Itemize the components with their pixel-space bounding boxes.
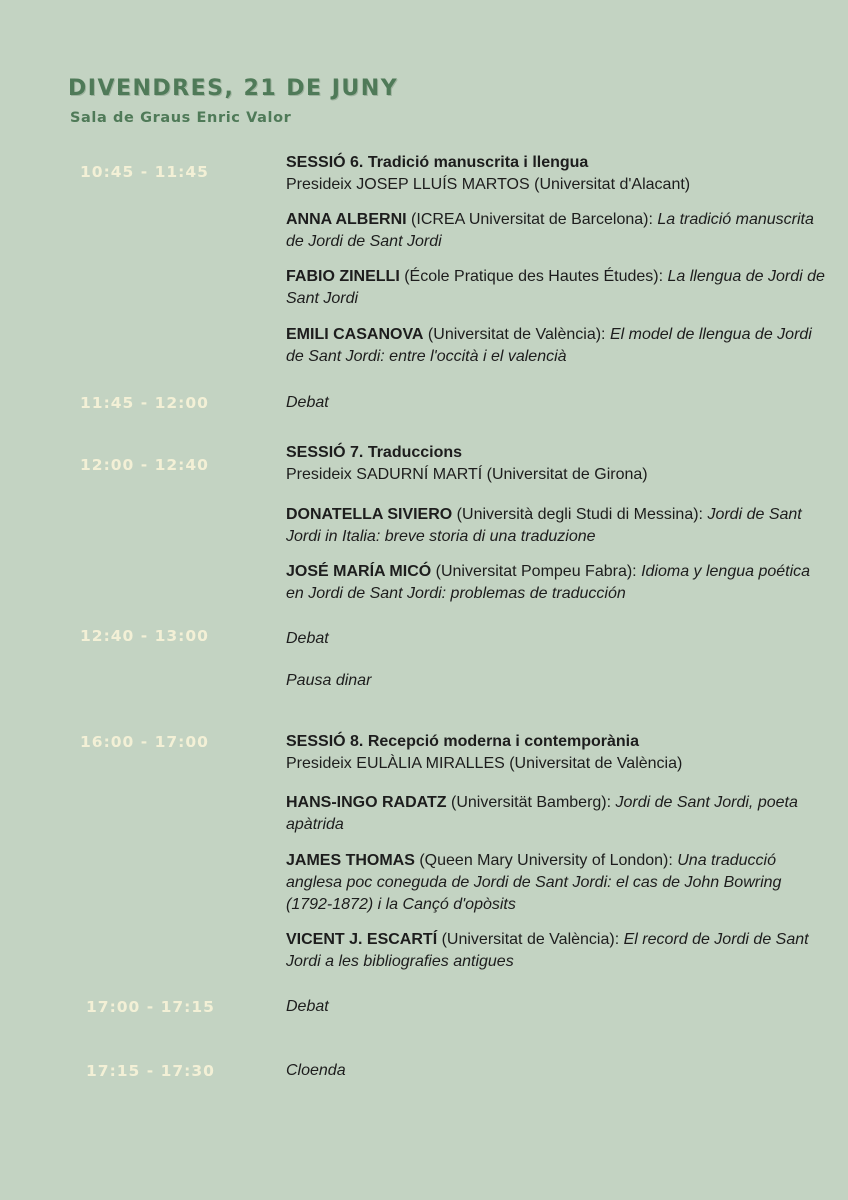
talk-affiliation: (Universitat Pompeu Fabra): [431, 563, 642, 580]
session-heading [286, 731, 826, 775]
time-slot: 17:15 - 17:30 [86, 1062, 215, 1080]
time-slot: 10:45 - 11:45 [80, 163, 209, 181]
talk-title: El model de llengua de Jordi de Sant Jordi: entre l'occità i el valencià [286, 326, 812, 365]
time-slot: 12:40 - 13:00 [80, 627, 209, 645]
talk-affiliation: (Queen Mary University of London): [414, 852, 678, 869]
session-title: SESSIÓ 6. Tradició manuscrita i llengua [286, 154, 589, 171]
talk-title: Idioma y lengua poética en Jordi de Sant Jordi: problemas de traducción [286, 563, 811, 602]
talk-item [286, 850, 826, 916]
talk-speaker: DONATELLA SIVIERO [286, 506, 453, 523]
talk-speaker: EMILI CASANOVA [286, 326, 424, 343]
debate-label: Debat [286, 630, 329, 647]
talk-item [286, 561, 826, 605]
closing-label: Cloenda [286, 1062, 346, 1079]
talk-affiliation: (Universitat de València): [437, 931, 624, 948]
session-title: SESSIÓ 8. Recepció moderna i contemporània [286, 733, 639, 750]
debate-label: Debat [286, 394, 329, 411]
talk-speaker: ANNA ALBERNI [286, 211, 407, 228]
session-chair: Presideix JOSEP LLUÍS MARTOS (Universitat d'Alacant) [286, 176, 691, 193]
talk-item [286, 792, 826, 836]
talk-speaker: VICENT J. ESCARTÍ [286, 931, 438, 948]
session-heading [286, 442, 826, 486]
talk-title: La tradició manuscrita de Jordi de Sant Jordi [286, 211, 814, 250]
page-title: DIVENDRES, 21 DE JUNY [68, 76, 399, 101]
time-slot: 11:45 - 12:00 [80, 394, 209, 412]
talk-affiliation: (École Pratique des Hautes Études): [399, 268, 668, 285]
talk-title: La llengua de Jordi de Sant Jordi [286, 268, 825, 307]
session-chair: Presideix SADURNÍ MARTÍ (Universitat de Girona) [286, 466, 648, 483]
talk-affiliation: (Università degli Studi di Messina): [452, 506, 708, 523]
talk-item [286, 504, 826, 548]
venue-subtitle: Sala de Graus Enric Valor [70, 110, 292, 126]
talk-item [286, 209, 826, 253]
talk-speaker: HANS-INGO RADATZ [286, 794, 447, 811]
talk-affiliation: (Universitat de València): [423, 326, 610, 343]
talk-item [286, 929, 826, 973]
talk-item [286, 324, 826, 368]
time-slot: 16:00 - 17:00 [80, 733, 209, 751]
talk-affiliation: (ICREA Universitat de Barcelona): [406, 211, 658, 228]
session-heading [286, 152, 826, 196]
talk-item [286, 266, 826, 310]
talk-title: Una traducció anglesa poc coneguda de Jordi de Sant Jordi: el cas de John Bowring (1792-1872) i la Cançó d'opòsits [286, 852, 782, 913]
session-title: SESSIÓ 7. Traduccions [286, 444, 463, 461]
talk-speaker: JAMES THOMAS [286, 852, 415, 869]
lunch-break-label: Pausa dinar [286, 672, 372, 689]
talk-title: Jordi de Sant Jordi, poeta apàtrida [286, 794, 798, 833]
talk-speaker: FABIO ZINELLI [286, 268, 400, 285]
debate-label: Debat [286, 998, 329, 1015]
session-chair: Presideix EULÀLIA MIRALLES (Universitat de València) [286, 755, 683, 772]
talk-speaker: JOSÉ MARÍA MICÓ [286, 563, 432, 580]
time-slot: 12:00 - 12:40 [80, 456, 209, 474]
talk-affiliation: (Universität Bamberg): [446, 794, 616, 811]
time-slot: 17:00 - 17:15 [86, 998, 215, 1016]
talk-title: El record de Jordi de Sant Jordi a les bibliografies antigues [286, 931, 809, 970]
talk-title: Jordi de Sant Jordi in Italia: breve storia di una traduzione [286, 506, 802, 545]
